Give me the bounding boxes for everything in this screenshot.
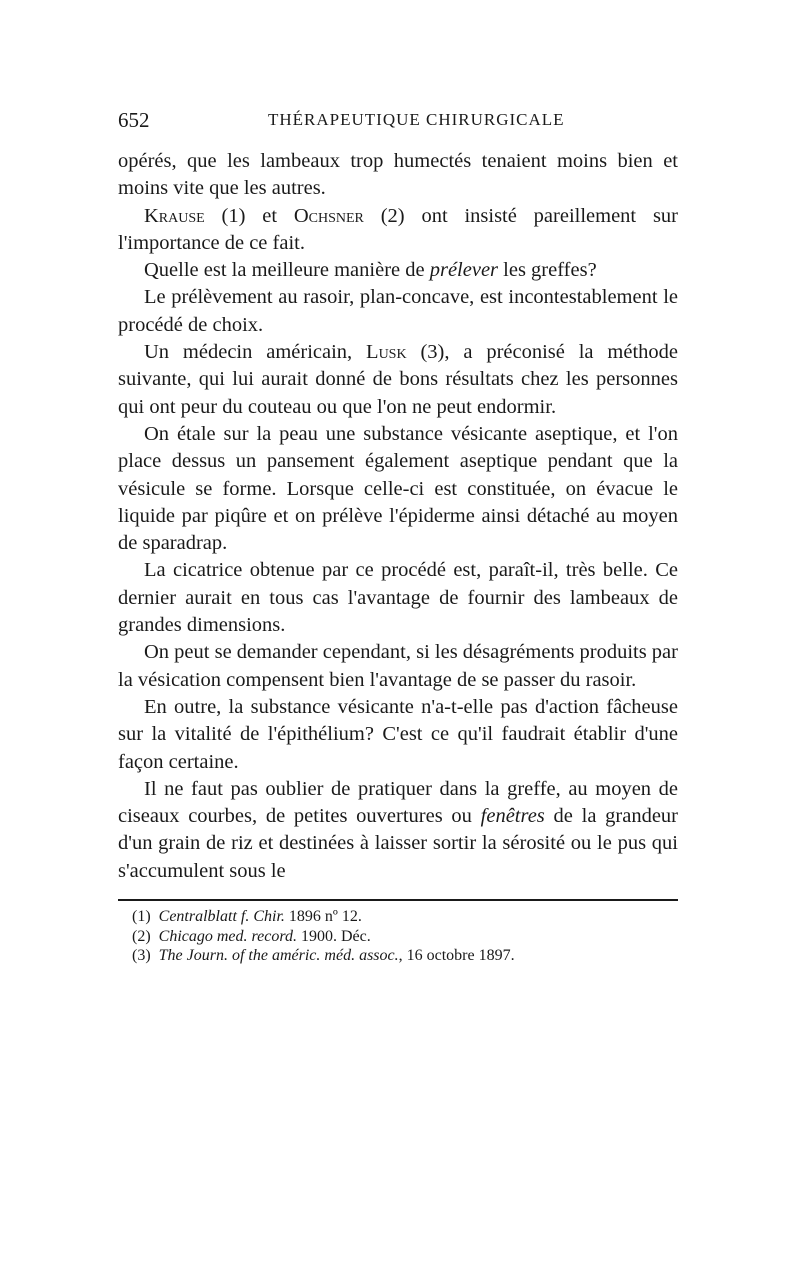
paragraph-10: Il ne faut pas oublier de pratiquer dans la greffe, au moyen de ciseaux courbes, de petites ouvertures ou fenêtres de la grandeur d'un grain de riz et destinées à laisser sortir la sérosité ou le pus qui s'accumulent sous le (118, 777, 678, 882)
footnote-3: (3) The Journ. of the améric. méd. assoc., 16 octobre 1897. (132, 947, 515, 965)
paragraph-4: Le prélèvement au rasoir, plan-concave, est incontestablement le procédé de choix. (118, 286, 678, 336)
page-header (118, 108, 678, 138)
book-page (118, 108, 678, 966)
running-title: THÉRAPEUTIQUE CHIRURGICALE (268, 110, 565, 129)
footnote-2: (2) Chicago med. record. 1900. Déc. (132, 927, 371, 945)
author-name-lusk: Lusk (366, 341, 407, 364)
paragraph-9: En outre, la substance vésicante n'a-t-elle pas d'action fâcheuse sur la vitalité de l'épithélium? C'est ce qu'il faudrait établir d'une façon certaine. (118, 695, 678, 773)
emphasis-fenetres: fenêtres (480, 805, 545, 828)
page-number: 652 (118, 108, 150, 132)
paragraph-5: Un médecin américain, Lusk (3), a préconisé la méthode suivante, qui lui aurait donné de bons résultats chez les personnes qui ont peur du couteau ou que l'on ne peut endormir. (118, 341, 678, 418)
body-text (118, 148, 678, 885)
paragraph-1: opérés, que les lambeaux trop humectés tenaient moins bien et moins vite que les autres. (118, 150, 678, 200)
emphasis-prelever: prélever (429, 259, 499, 282)
paragraph-3: Quelle est la meilleure manière de prélever les greffes? (144, 259, 597, 282)
footnote-1: (1) Centralblatt f. Chir. 1896 nº 12. (132, 908, 362, 926)
author-name-ochsner: Ochsner (293, 204, 364, 227)
paragraph-8: On peut se demander cependant, si les désagréments produits par la vésication compensent bien l'avantage de se passer du rasoir. (118, 641, 678, 691)
footnotes (118, 907, 678, 966)
footnote-divider (118, 899, 678, 901)
author-name-krause: Krause (144, 204, 205, 227)
paragraph-2: Krause (1) et Ochsner (2) ont insisté pareillement sur l'importance de ce fait. (118, 204, 678, 254)
paragraph-7: La cicatrice obtenue par ce procédé est, paraît-il, très belle. Ce dernier aurait en tous cas l'avantage de fournir des lambeaux de grandes dimensions. (118, 559, 678, 637)
paragraph-6: On étale sur la peau une substance vésicante aseptique, et l'on place dessus un pansement également aseptique pendant que la vésicule se forme. Lorsque celle-ci est constituée, on évacue le liquide par piqûre et on prélève l'épiderme ainsi détaché au moyen de sparadrap. (118, 422, 678, 555)
